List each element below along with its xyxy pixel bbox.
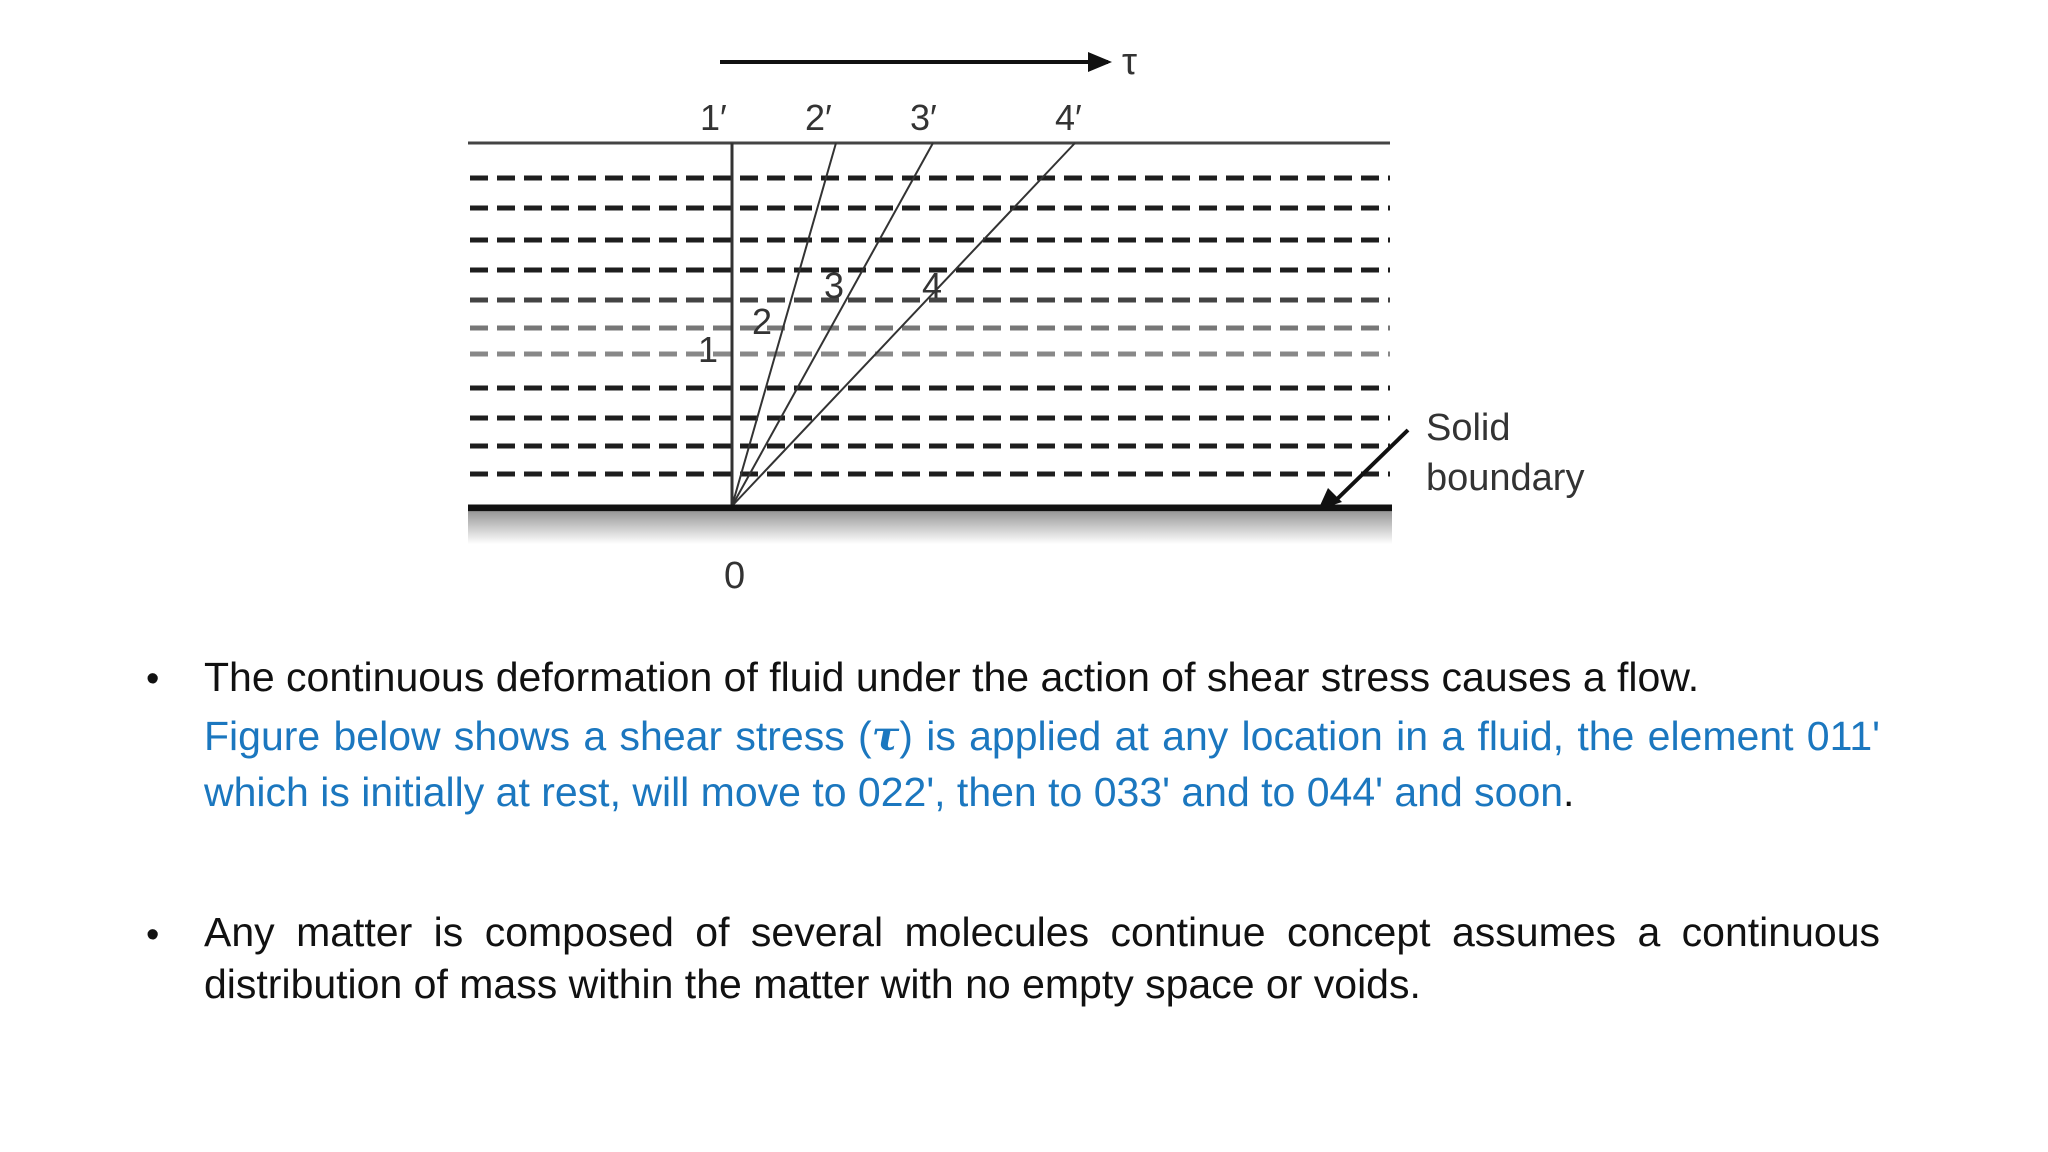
- bullet-1-blue-part-a: Figure below shows a shear stress (: [204, 713, 872, 759]
- fluid-layers: [470, 178, 1390, 474]
- label-2: 2: [752, 301, 773, 342]
- label-1: 1: [698, 329, 719, 370]
- bullet-item-1: [204, 652, 1880, 820]
- solid-boundary-label-line1: Solid: [1426, 407, 1511, 449]
- label-2-prime: 2′: [805, 97, 832, 138]
- shear-stress-arrowhead: [1088, 52, 1112, 72]
- bullet-1-intro: The continuous deformation of fluid under the action of shear stress causes a flow.: [204, 654, 1700, 700]
- tau-label: τ: [1122, 41, 1138, 83]
- solid-boundary-label-line2: boundary: [1426, 457, 1585, 499]
- label-1-prime: 1′: [700, 97, 727, 138]
- label-4: 4: [922, 265, 943, 306]
- origin-label: 0: [724, 555, 746, 597]
- bullet-1-blue-part-b: ) is applied at any location in a fluid, the element 011' which is initially at rest, will move to 022', then to 033' and to 044' and soon: [204, 713, 1880, 815]
- bullet-2-text: Any matter is composed of several molecules continue concept assumes a continuous distribution of mass within the matter with no empty space or voids.: [204, 909, 1880, 1007]
- tau-symbol: τ: [871, 712, 900, 760]
- bullet-1-figure-description: [204, 708, 1880, 820]
- boundary-pointer-arrow: [1332, 430, 1408, 504]
- deformation-lines: [732, 143, 1075, 506]
- bullet-marker: •: [146, 658, 160, 700]
- bullet-1-period: .: [1563, 769, 1575, 815]
- bullet-marker: •: [146, 914, 160, 956]
- label-3-prime: 3′: [910, 97, 937, 138]
- label-4-prime: 4′: [1055, 97, 1082, 138]
- label-3: 3: [824, 265, 845, 306]
- solid-boundary-shade: [468, 512, 1392, 544]
- bullet-item-2: [204, 906, 1880, 1010]
